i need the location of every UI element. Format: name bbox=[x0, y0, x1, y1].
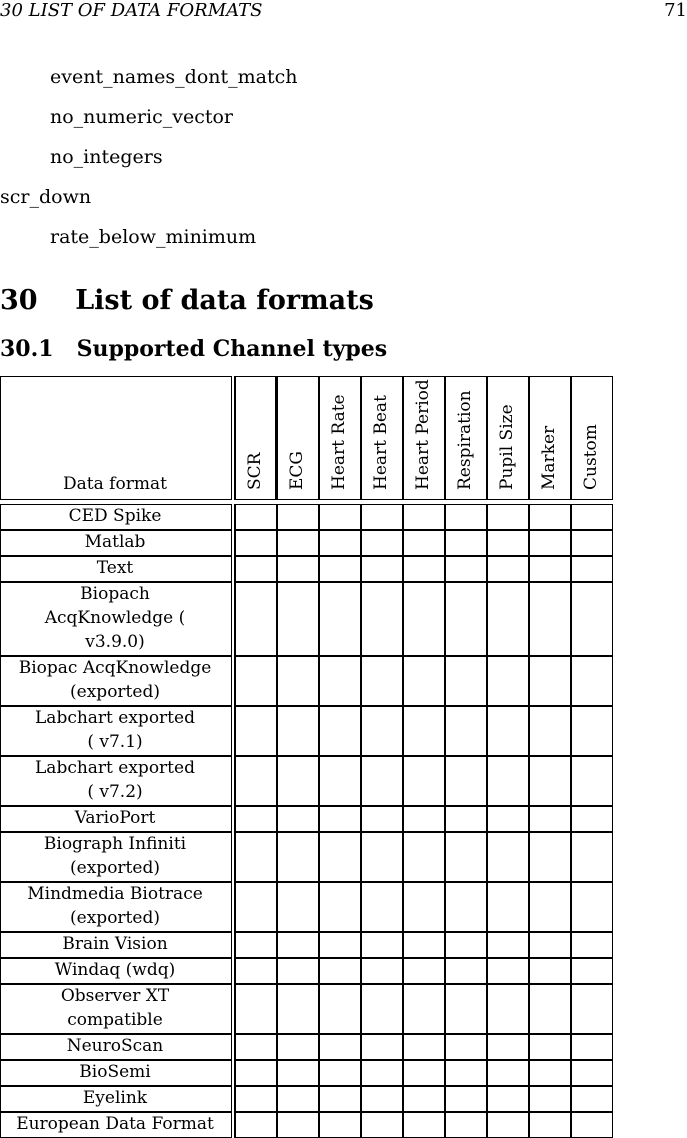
table-cell bbox=[403, 756, 445, 806]
page-number: 71 bbox=[664, 0, 687, 21]
table-row-label bbox=[0, 806, 230, 830]
code-line: event_names_dont_match bbox=[50, 66, 298, 88]
table-row-label bbox=[0, 582, 230, 654]
table-row-label bbox=[0, 706, 230, 754]
table-cell bbox=[319, 504, 361, 530]
table-cell bbox=[571, 984, 613, 1034]
table-cell bbox=[445, 958, 487, 984]
table-cell bbox=[319, 958, 361, 984]
table-cell bbox=[277, 530, 319, 556]
row-label-line: Biopach bbox=[80, 584, 150, 604]
row-label-line: Text bbox=[96, 558, 134, 578]
column-header-label: Heart Rate bbox=[329, 394, 349, 490]
table-cell bbox=[487, 832, 529, 882]
table-cell bbox=[529, 582, 571, 656]
table-cell bbox=[487, 1034, 529, 1060]
table-cell bbox=[277, 932, 319, 958]
table-cell bbox=[403, 1034, 445, 1060]
code-line: scr_down bbox=[0, 186, 92, 208]
table-cell bbox=[529, 556, 571, 582]
table-cell bbox=[361, 706, 403, 756]
table-row-label bbox=[0, 556, 230, 580]
table-row-label bbox=[0, 832, 230, 880]
table-cell bbox=[445, 756, 487, 806]
table-cell bbox=[445, 984, 487, 1034]
table-cell bbox=[361, 656, 403, 706]
table-cell bbox=[361, 556, 403, 582]
table-row-label bbox=[0, 1086, 230, 1110]
table-cell bbox=[445, 504, 487, 530]
row-label-line: (exported) bbox=[70, 682, 160, 702]
table-cell bbox=[487, 656, 529, 706]
table-cell bbox=[319, 1060, 361, 1086]
table-row-label bbox=[0, 1034, 230, 1058]
table-cell bbox=[571, 582, 613, 656]
table-cell bbox=[319, 806, 361, 832]
table-cell bbox=[361, 832, 403, 882]
table-cell bbox=[361, 1112, 403, 1138]
table-cell bbox=[277, 656, 319, 706]
row-label-line: European Data Format bbox=[16, 1114, 214, 1134]
table-cell bbox=[361, 1060, 403, 1086]
row-label-line: Matlab bbox=[84, 532, 146, 552]
table-cell bbox=[571, 656, 613, 706]
table-cell bbox=[529, 984, 571, 1034]
row-label-line: VarioPort bbox=[74, 808, 156, 828]
table-cell bbox=[235, 984, 277, 1034]
row-label-line: Brain Vision bbox=[62, 934, 168, 954]
table-cell bbox=[571, 932, 613, 958]
table-cell bbox=[235, 958, 277, 984]
row-label-line: AcqKnowledge ( bbox=[44, 608, 186, 628]
table-cell bbox=[403, 504, 445, 530]
column-header-label: Heart Period bbox=[413, 379, 433, 490]
row-label-line: CED Spike bbox=[68, 506, 162, 526]
table-cell bbox=[277, 1034, 319, 1060]
table-cell bbox=[319, 706, 361, 756]
table-cell bbox=[319, 832, 361, 882]
table-cell bbox=[403, 1112, 445, 1138]
table-row-label bbox=[0, 504, 230, 528]
table-row-label bbox=[0, 530, 230, 554]
table-cell bbox=[445, 556, 487, 582]
row-label-line: Eyelink bbox=[82, 1088, 148, 1108]
table-cell bbox=[403, 656, 445, 706]
table-cell bbox=[361, 958, 403, 984]
table-cell bbox=[235, 706, 277, 756]
row-label-line: ( v7.2) bbox=[87, 782, 143, 802]
table-row-label bbox=[0, 958, 230, 982]
table-cell bbox=[277, 984, 319, 1034]
table-cell bbox=[529, 832, 571, 882]
table-cell bbox=[571, 504, 613, 530]
table-cell bbox=[319, 756, 361, 806]
table-cell bbox=[319, 1112, 361, 1138]
table-cell bbox=[361, 582, 403, 656]
table-cell bbox=[571, 958, 613, 984]
row-label-line: Biopac AcqKnowledge bbox=[18, 658, 212, 678]
table-cell bbox=[529, 932, 571, 958]
table-cell bbox=[571, 832, 613, 882]
table-cell bbox=[319, 984, 361, 1034]
table-cell bbox=[571, 706, 613, 756]
table-cell bbox=[235, 656, 277, 706]
table-cell bbox=[403, 932, 445, 958]
table-cell bbox=[277, 1112, 319, 1138]
table-cell bbox=[319, 530, 361, 556]
table-cell bbox=[277, 556, 319, 582]
section-title: List of data formats bbox=[75, 285, 374, 316]
table-cell bbox=[529, 1060, 571, 1086]
table-cell bbox=[319, 932, 361, 958]
row-label-line: Mindmedia Biotrace bbox=[27, 884, 203, 904]
table-cell bbox=[445, 1034, 487, 1060]
table-cell bbox=[529, 1034, 571, 1060]
table-cell bbox=[361, 932, 403, 958]
table-cell bbox=[571, 882, 613, 932]
table-cell bbox=[487, 1060, 529, 1086]
subsection-number: 30.1 bbox=[0, 336, 54, 362]
table-cell bbox=[235, 832, 277, 882]
row-label-line: compatible bbox=[67, 1010, 163, 1030]
column-header-data-format: Data format bbox=[63, 474, 167, 494]
code-line: no_integers bbox=[50, 146, 163, 168]
table-cell bbox=[403, 832, 445, 882]
table-cell bbox=[235, 1060, 277, 1086]
table-cell bbox=[403, 706, 445, 756]
subsection-title: Supported Channel types bbox=[76, 336, 388, 362]
table-cell bbox=[235, 1034, 277, 1060]
table-cell bbox=[487, 706, 529, 756]
table-cell bbox=[235, 1086, 277, 1112]
subsection-heading bbox=[0, 336, 387, 362]
table-cell bbox=[529, 1112, 571, 1138]
section-number: 30 bbox=[0, 285, 38, 316]
row-label-line: v3.9.0) bbox=[85, 632, 145, 652]
table-cell bbox=[571, 556, 613, 582]
table-cell bbox=[445, 530, 487, 556]
column-header-label: SCR bbox=[245, 452, 265, 490]
table-cell bbox=[487, 984, 529, 1034]
row-label-line: BioSemi bbox=[79, 1062, 151, 1082]
table-cell bbox=[235, 756, 277, 806]
table-cell bbox=[571, 530, 613, 556]
table-cell bbox=[235, 504, 277, 530]
table-cell bbox=[235, 556, 277, 582]
column-header-label: Pupil Size bbox=[497, 404, 517, 490]
table-cell bbox=[235, 582, 277, 656]
table-cell bbox=[361, 984, 403, 1034]
table-cell bbox=[445, 1086, 487, 1112]
table-cell bbox=[319, 582, 361, 656]
table-row-label bbox=[0, 932, 230, 956]
table-cell bbox=[571, 756, 613, 806]
table-cell bbox=[529, 656, 571, 706]
table-cell bbox=[319, 556, 361, 582]
table-cell bbox=[487, 756, 529, 806]
table-cell bbox=[571, 1086, 613, 1112]
table-cell bbox=[529, 1086, 571, 1112]
table-cell bbox=[319, 882, 361, 932]
table-cell bbox=[445, 582, 487, 656]
table-cell bbox=[529, 958, 571, 984]
table-cell bbox=[277, 832, 319, 882]
code-line: no_numeric_vector bbox=[50, 106, 233, 128]
table-row-label bbox=[0, 756, 230, 804]
table-cell bbox=[571, 1034, 613, 1060]
column-header-label: Respiration bbox=[455, 390, 475, 490]
section-heading bbox=[0, 285, 374, 316]
table-row-label bbox=[0, 656, 230, 704]
table-cell bbox=[571, 1112, 613, 1138]
table-cell bbox=[529, 756, 571, 806]
table-cell bbox=[235, 806, 277, 832]
row-label-line: Labchart exported bbox=[35, 758, 195, 778]
table-row-label bbox=[0, 1112, 230, 1136]
table-cell bbox=[529, 706, 571, 756]
table-cell bbox=[403, 1086, 445, 1112]
row-label-line: (exported) bbox=[70, 908, 160, 928]
row-label-line: ( v7.1) bbox=[87, 732, 143, 752]
table-cell bbox=[361, 1034, 403, 1060]
table-cell bbox=[235, 530, 277, 556]
table-cell bbox=[361, 806, 403, 832]
row-label-line: Windaq (wdq) bbox=[54, 960, 176, 980]
row-label-line: Observer XT bbox=[60, 986, 170, 1006]
table-cell bbox=[277, 958, 319, 984]
row-label-line: Biograph Infiniti bbox=[43, 834, 187, 854]
table-cell bbox=[361, 530, 403, 556]
table-cell bbox=[277, 756, 319, 806]
table-cell bbox=[403, 556, 445, 582]
code-line: rate_below_minimum bbox=[50, 226, 257, 248]
running-header: 30 LIST OF DATA FORMATS bbox=[0, 0, 263, 21]
table-cell bbox=[403, 984, 445, 1034]
table-cell bbox=[487, 958, 529, 984]
table-cell bbox=[529, 882, 571, 932]
table-cell bbox=[445, 932, 487, 958]
table-cell bbox=[319, 656, 361, 706]
table-cell bbox=[277, 882, 319, 932]
table-cell bbox=[487, 530, 529, 556]
table-cell bbox=[361, 1086, 403, 1112]
table-cell bbox=[403, 806, 445, 832]
table-cell bbox=[361, 504, 403, 530]
table-cell bbox=[319, 1034, 361, 1060]
row-label-line: Labchart exported bbox=[35, 708, 195, 728]
table-cell bbox=[487, 582, 529, 656]
table-cell bbox=[487, 882, 529, 932]
table-cell bbox=[445, 656, 487, 706]
table-cell bbox=[235, 932, 277, 958]
table-cell bbox=[319, 1086, 361, 1112]
table-cell bbox=[403, 1060, 445, 1086]
table-cell bbox=[445, 1112, 487, 1138]
table-cell bbox=[277, 504, 319, 530]
table-cell bbox=[403, 582, 445, 656]
table-row-label bbox=[0, 1060, 230, 1084]
table-cell bbox=[487, 1112, 529, 1138]
table-cell bbox=[361, 756, 403, 806]
table-cell bbox=[445, 806, 487, 832]
table-cell bbox=[529, 530, 571, 556]
row-label-line: NeuroScan bbox=[66, 1036, 164, 1056]
row-label-line: (exported) bbox=[70, 858, 160, 878]
table-cell bbox=[529, 806, 571, 832]
table-cell bbox=[571, 806, 613, 832]
table-cell bbox=[277, 1060, 319, 1086]
table-cell bbox=[571, 1060, 613, 1086]
table-cell bbox=[487, 1086, 529, 1112]
column-header-label: Custom bbox=[581, 424, 601, 490]
table-cell bbox=[235, 1112, 277, 1138]
table-cell bbox=[445, 706, 487, 756]
table-cell bbox=[403, 882, 445, 932]
table-cell bbox=[445, 882, 487, 932]
table-cell bbox=[445, 832, 487, 882]
column-header-label: ECG bbox=[287, 451, 307, 490]
column-header-label: Heart Beat bbox=[371, 395, 391, 490]
column-header-label: Marker bbox=[539, 425, 559, 490]
table-cell bbox=[403, 958, 445, 984]
table-cell bbox=[277, 1086, 319, 1112]
table-cell bbox=[277, 706, 319, 756]
table-cell bbox=[445, 1060, 487, 1086]
table-cell bbox=[487, 504, 529, 530]
table-cell bbox=[277, 582, 319, 656]
table-cell bbox=[361, 882, 403, 932]
table-row-label bbox=[0, 984, 230, 1032]
table-cell bbox=[487, 932, 529, 958]
table-row-label bbox=[0, 882, 230, 930]
table-cell bbox=[529, 504, 571, 530]
table-cell bbox=[235, 882, 277, 932]
table-cell bbox=[487, 806, 529, 832]
table-cell bbox=[487, 556, 529, 582]
table-cell bbox=[403, 530, 445, 556]
table-cell bbox=[277, 806, 319, 832]
